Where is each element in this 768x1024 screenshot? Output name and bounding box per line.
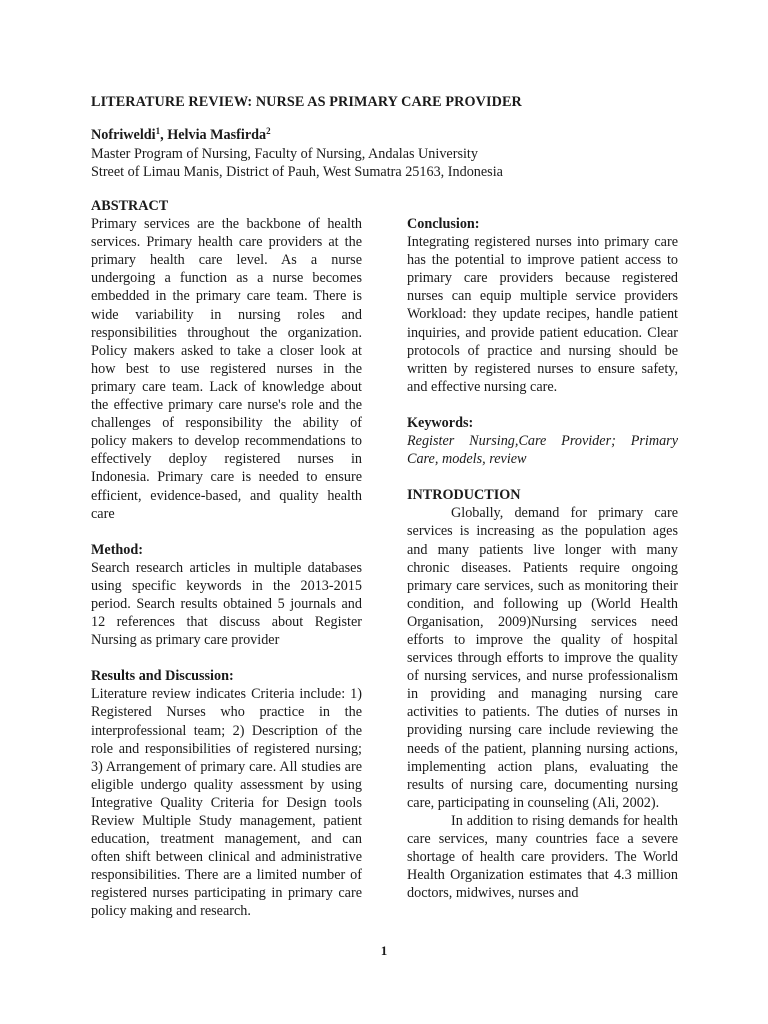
method-heading: Method: [91,541,144,558]
introduction-paragraph: In addition to rising demands for health care services, many countries face a severe shortage of health care providers. The World Health Organization estimates that 4.3 million doctors, midwives, nurses and [407,812,678,902]
page-number: 1 [380,943,388,958]
keywords-text: Register Nursing,Care Provider; Primary Care, models, review [407,433,678,468]
author-name: Helvia Masfirda [167,127,267,143]
conclusion-heading: Conclusion: [407,216,480,232]
results-text: Literature review indicates Criteria include: 1) Registered Nurses who practice in the interprofessional team; 2) Description of the role and responsibilities of registered nursing; 3) Arrangement of primary care. All studies are eligible undergo quality assessment by using Integrative Quality Criteria for Design tools Review Multiple Study management, patient education, treatment management, and can often shift between clinical and administrative responsibilities. There are a limited number of registered nurses participating in primary care policy making and research. [91,686,362,920]
abstract-heading: ABSTRACT [91,198,169,214]
affiliation [91,145,691,181]
author-name: Nofriweldi [91,127,156,143]
author-affiliation-mark: 2 [266,126,271,136]
author-affiliation-mark: 1 [155,126,161,136]
keywords-heading: Keywords: [407,414,474,431]
author-separator: , [160,127,168,143]
results-heading: Results and Discussion: [91,668,234,685]
conclusion-text: Integrating registered nurses into primary care has the potential to improve patient access to primary care providers because registered nurses can equip multiple service providers Workload: they update recipes, handle patient inquiries, and provide patient education. Clear protocols of practice and nursing should be written by registered nurses to ensure safety, and effective nursing care. [407,234,678,395]
right-column [407,215,678,902]
introduction-heading: INTRODUCTION [407,487,521,504]
affiliation-line: Street of Limau Manis, District of Pauh, West Sumatra 25163, Indonesia [91,164,503,180]
abstract-text: Primary services are the backbone of health services. Primary health care providers at the primary health care level. As a nurse undergoing a function as a nurse becomes embedded in the primary care team. There is wide variability in nursing roles and responsibilities throughout the organization. Policy makers asked to take a closer look at how best to use registered nurses in the primary care team. Lack of knowledge about the effective primary care nurse's role and the challenges of responsibility the ability of policy makers to develop recommendations to effectively deploy registered nurses in Indonesia. Primary care is needed to ensure efficient, evidence-based, and quality health care [91,216,362,522]
author-list [91,126,271,144]
introduction-paragraph: Globally, demand for primary care services is increasing as the population ages and many patients live longer with many chronic diseases. Patients require ongoing primary care services, such as monitoring their condition, and following up (World Health Organisation, 2009)Nursing services need efforts to improve the quality of hospital services through efforts to improve the quality of nursing services, and nurse professionalism in providing and managing nursing care activities to patients. The duties of nurses in providing nursing care include reviewing the needs of the patient, planning nursing actions, implementing action plans, evaluating the results of nursing care, documenting nursing care, participating in counseling (Ali, 2002). [407,505,678,811]
paper-title: LITERATURE REVIEW: NURSE AS PRIMARY CARE PROVIDER [91,94,522,110]
affiliation-line: Master Program of Nursing, Faculty of Nursing, Andalas University [91,146,478,162]
method-text: Search research articles in multiple databases using specific keywords in the 2013-2015 period. Search results obtained 5 journals and 12 references that discuss about Register Nursing as primary care provider [91,559,362,649]
left-column [91,197,362,921]
